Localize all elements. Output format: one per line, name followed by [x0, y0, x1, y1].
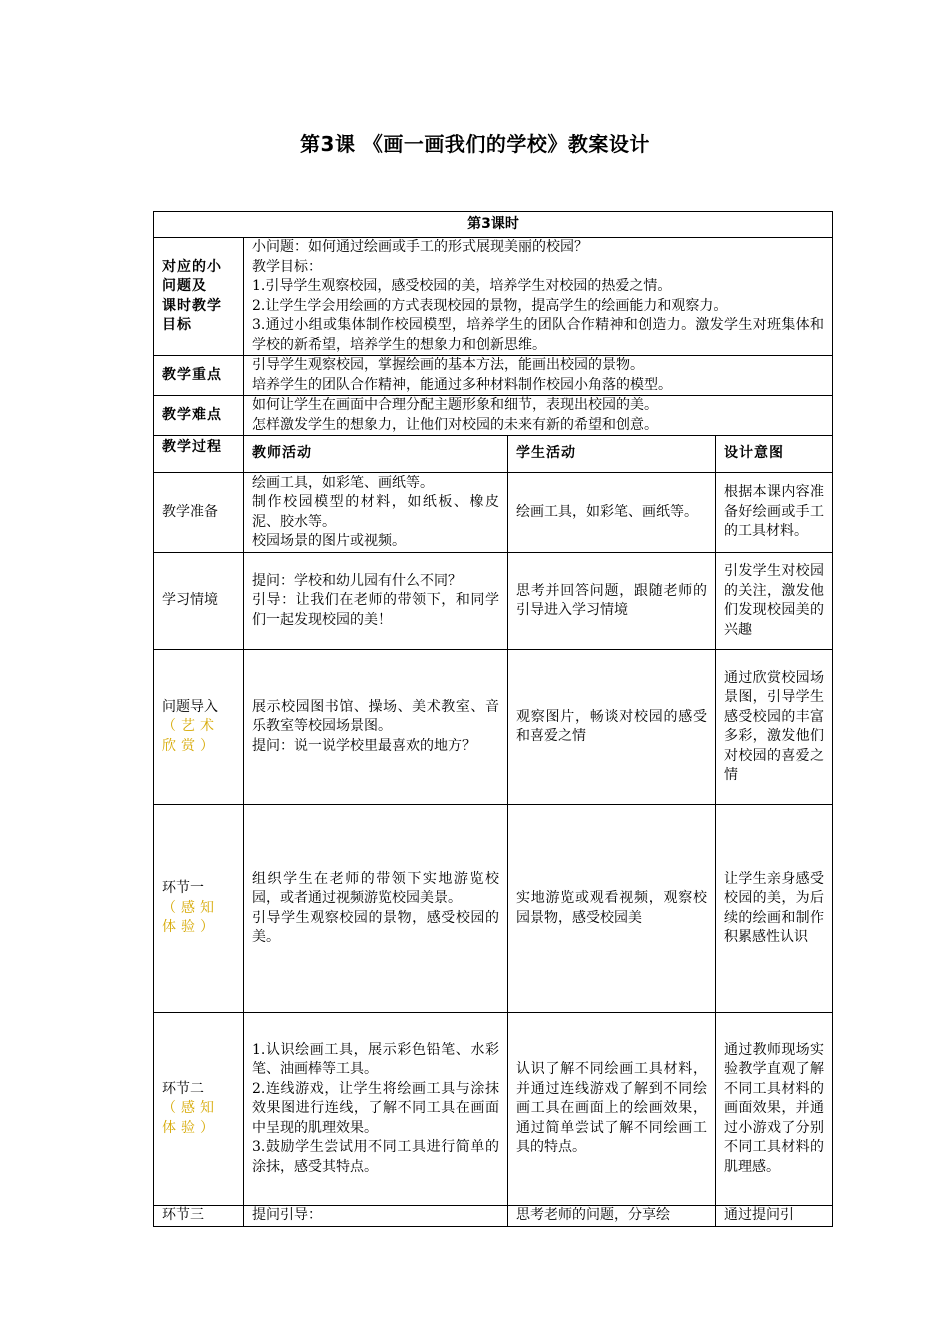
objectives-heading: 教学目标：	[252, 258, 322, 275]
stage-label: 环节二 （感知体验）	[154, 1013, 244, 1206]
student-activity: 绘画工具，如彩笔、画纸等。	[508, 473, 716, 553]
stage-note: （感知体验）	[162, 899, 219, 936]
small-question: 小问题：如何通过绘画或手工的形式展现美丽的校园？	[252, 239, 588, 255]
key-points-row	[154, 356, 833, 396]
document-title: 第3课 《画一画我们的学校》教案设计	[300, 132, 650, 156]
teacher-activity: 提问引导：	[244, 1206, 508, 1227]
objectives-content	[244, 238, 833, 356]
process-row-stage-two	[154, 1013, 833, 1206]
process-row-stage-one	[154, 805, 833, 1013]
student-activity: 思考并回答问题，跟随老师的引导进入学习情境	[508, 553, 716, 650]
stage-label: 学习情境	[154, 553, 244, 650]
student-activity-header: 学生活动	[508, 436, 716, 473]
session-header: 第3课时	[154, 212, 833, 238]
teacher-activity: 展示校园图书馆、操场、美术教室、音乐教室等校园场景图。 提问：说一说学校里最喜欢的地方？	[244, 650, 508, 805]
stage-label: 环节三	[154, 1206, 244, 1227]
difficulties-content: 如何让学生在画面中合理分配主题形象和细节，表现出校园的美。 怎样激发学生的想象力，让他们对校园的未来有新的希望和创意。	[244, 396, 833, 436]
design-intent-header: 设计意图	[716, 436, 833, 473]
teacher-activity: 组织学生在老师的带领下实地游览校园，或者通过视频游览校园美景。 引导学生观察校园的景物，感受校园的美。	[244, 805, 508, 1013]
lesson-plan-table	[153, 211, 833, 1227]
teacher-activity: 绘画工具，如彩笔、画纸等。 制作校园模型的材料，如纸板、橡皮泥、胶水等。 校园场景的图片或视频。	[244, 473, 508, 553]
student-activity: 实地游览或观看视频，观察校园景物，感受校园美	[508, 805, 716, 1013]
teacher-activity: 提问：学校和幼儿园有什么不同？ 引导：让我们在老师的带领下，和同学们一起发现校园的美！	[244, 553, 508, 650]
design-intent: 让学生亲身感受校园的美，为后续的绘画和制作积累感性认识	[716, 805, 833, 1013]
student-activity: 认识了解不同绘画工具材料，并通过连线游戏了解到不同绘画工具在画面上的绘画效果，通过简单尝试了解不同绘画工具的特点。	[508, 1013, 716, 1206]
process-header-row	[154, 436, 833, 473]
design-intent: 根据本课内容准备好绘画或手工的工具材料。	[716, 473, 833, 553]
key-points-label: 教学重点	[154, 356, 244, 396]
session-row	[154, 212, 833, 238]
teacher-activity-header: 教师活动	[244, 436, 508, 473]
key-points-content: 引导学生观察校园，掌握绘画的基本方法，能画出校园的景物。 培养学生的团队合作精神，能通过多种材料制作校园小角落的模型。	[244, 356, 833, 396]
objective-1: 1.引导学生观察校园，感受校园的美，培养学生对校园的热爱之情。	[252, 278, 672, 294]
objective-2: 2.让学生学会用绘画的方式表现校园的景物，提高学生的绘画能力和观察力。	[252, 297, 728, 314]
design-intent: 引发学生对校园的关注，激发他们发现校园美的兴趣	[716, 553, 833, 650]
design-intent: 通过教师现场实验教学直观了解不同工具材料的画面效果，并通过小游戏了分别不同工具材料的肌理感。	[716, 1013, 833, 1206]
process-row-preparation	[154, 473, 833, 553]
stage-label: 问题导入 （艺术欣赏）	[154, 650, 244, 805]
design-intent: 通过欣赏校园场景图，引导学生感受校园的丰富多彩，激发他们对校园的喜爱之情	[716, 650, 833, 805]
process-row-situation	[154, 553, 833, 650]
process-row-introduction	[154, 650, 833, 805]
difficulties-row	[154, 396, 833, 436]
process-row-stage-three	[154, 1206, 833, 1227]
design-intent: 通过提问引	[716, 1206, 833, 1227]
stage-label: 教学准备	[154, 473, 244, 553]
objectives-row	[154, 238, 833, 356]
process-label: 教学过程	[154, 436, 244, 473]
objective-3: 3.通过小组或集体制作校园模型，培养学生的团队合作精神和创造力。激发学生对班集体和学校的新希望，培养学生的想象力和创新思维。	[252, 317, 824, 353]
difficulties-label: 教学难点	[154, 396, 244, 436]
teacher-activity: 1.认识绘画工具，展示彩色铅笔、水彩笔、油画棒等工具。 2.连线游戏，让学生将绘画工具与涂抹效果图进行连线，了解不同工具在画面中呈现的肌理效果。 3.鼓励学生尝试用不同工具进行简单的涂抹，感受其特点。	[244, 1013, 508, 1206]
student-activity: 观察图片，畅谈对校园的感受和喜爱之情	[508, 650, 716, 805]
stage-label: 环节一 （感知体验）	[154, 805, 244, 1013]
stage-note: （艺术欣赏）	[162, 718, 219, 754]
student-activity: 思考老师的问题，分享绘	[508, 1206, 716, 1227]
objectives-label: 对应的小 问题及 课时教学 目标	[154, 238, 244, 356]
stage-note: （感知体验）	[162, 1100, 219, 1136]
